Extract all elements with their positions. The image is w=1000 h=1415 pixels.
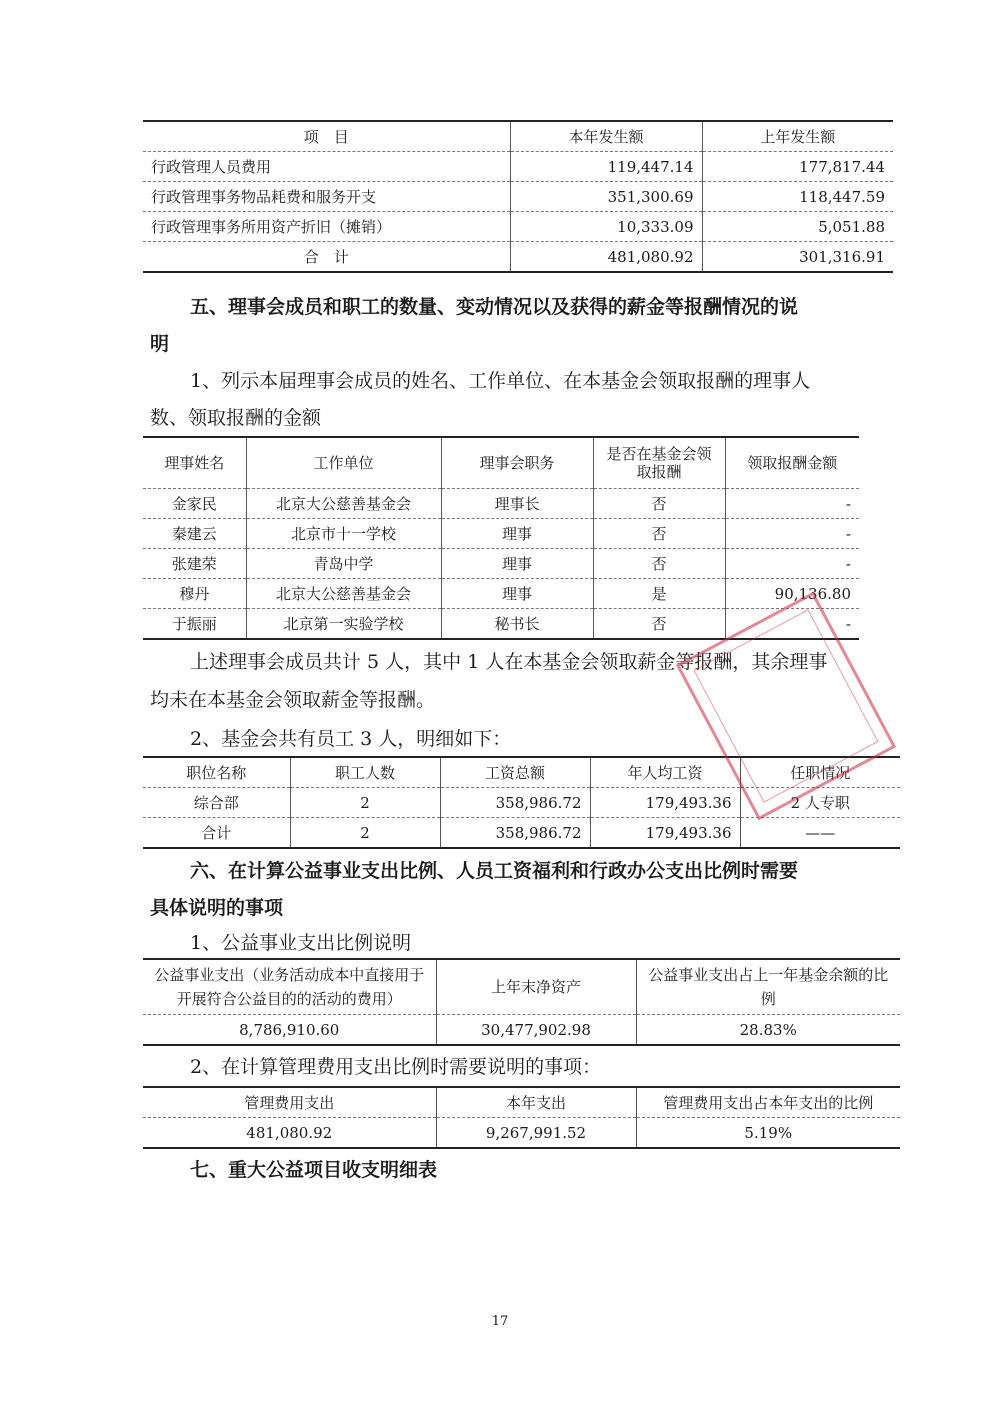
cell: 179,493.36	[590, 788, 740, 818]
cell: 合 计	[143, 242, 510, 273]
section5-item2: 2、基金会共有员工 3 人，明细如下：	[190, 728, 512, 750]
table-row-total	[143, 818, 900, 849]
section6-item1: 1、公益事业支出比例说明	[190, 932, 412, 954]
cell: 行政管理事务所用资产折旧（摊销）	[143, 212, 510, 242]
table-row	[143, 182, 893, 212]
cell: 否	[593, 489, 725, 519]
table-row	[143, 788, 900, 818]
cell: 301,316.91	[799, 247, 885, 266]
cell: 否	[593, 609, 725, 640]
header-amount: 领取报酬金额	[725, 437, 859, 489]
cell: 179,493.36	[590, 818, 740, 849]
mgmt-ratio-table	[143, 1086, 900, 1149]
table-row	[143, 579, 859, 609]
cell: 5,051.88	[702, 212, 893, 242]
cell: ——	[805, 823, 836, 842]
cell: 北京大公慈善基金会	[246, 489, 441, 519]
section5-heading-cont: 明	[150, 333, 170, 355]
cell: 北京大公慈善基金会	[246, 579, 441, 609]
header-mgmt-ratio: 管理费用支出占本年支出的比例	[636, 1087, 900, 1118]
board-summary: 上述理事会成员共计 5 人，其中 1 人在本基金会领取薪金等报酬，其余理事	[190, 651, 828, 673]
header-job: 职位名称	[143, 757, 290, 788]
header-employer: 工作单位	[246, 437, 441, 489]
table-row	[143, 609, 859, 640]
cell: 于振丽	[143, 609, 246, 640]
table-row	[143, 1015, 900, 1046]
cell: 118,447.59	[702, 182, 893, 212]
table-row	[143, 212, 893, 242]
cell: 2	[290, 818, 440, 849]
header-prior-year: 上年发生额	[702, 121, 893, 152]
cell: 理事长	[441, 489, 593, 519]
section5-item1-cont: 数、领取报酬的金额	[150, 407, 322, 429]
table-row-total	[143, 242, 893, 273]
cell: 否	[593, 519, 725, 549]
cell: 358,986.72	[440, 818, 590, 849]
table-row	[143, 549, 859, 579]
header-current-year: 本年发生额	[510, 121, 702, 152]
cell: -	[845, 614, 851, 633]
cell: 351,300.69	[510, 182, 702, 212]
cell: 张建荣	[143, 549, 246, 579]
header-ratio: 公益事业支出占上一年基金余额的比例	[636, 959, 900, 1015]
board-members-table	[143, 436, 859, 640]
table-row	[143, 519, 859, 549]
welfare-ratio-table	[143, 958, 900, 1046]
section5-item1: 1、列示本届理事会成员的姓名、工作单位、在本基金会领取报酬的理事人	[190, 370, 811, 392]
cell: 30,477,902.98	[436, 1015, 636, 1046]
header-item: 项 目	[143, 121, 510, 152]
section6-heading: 六、在计算公益事业支出比例、人员工资福利和行政办公支出比例时需要	[190, 860, 799, 882]
header-paid: 是否在基金会领取报酬	[593, 437, 725, 489]
cell: 秦建云	[143, 519, 246, 549]
table-row	[143, 1118, 900, 1149]
section6-heading-cont: 具体说明的事项	[150, 897, 284, 919]
cell: -	[725, 549, 859, 579]
page-number: 17	[491, 1314, 509, 1329]
cell: 119,447.14	[510, 152, 702, 182]
cell: 穆丹	[143, 579, 246, 609]
header-year-expense: 本年支出	[436, 1087, 636, 1118]
header-count: 职工人数	[290, 757, 440, 788]
cell: 否	[593, 549, 725, 579]
table-row	[143, 489, 859, 519]
cell: 理事	[441, 579, 593, 609]
cell: 9,267,991.52	[436, 1118, 636, 1149]
section6-item2: 2、在计算管理费用支出比例时需要说明的事项：	[190, 1056, 602, 1078]
cell: 秘书长	[441, 609, 593, 640]
cell: 2 人专职	[740, 788, 900, 818]
table-row	[143, 152, 893, 182]
cell: -	[725, 519, 859, 549]
header-status: 任职情况	[740, 757, 900, 788]
header-welfare-expense: 公益事业支出（业务活动成本中直接用于开展符合公益目的的活动的费用）	[143, 959, 436, 1015]
cell: 北京第一实验学校	[246, 609, 441, 640]
cell: 177,817.44	[702, 152, 893, 182]
cell: 481,080.92	[510, 242, 702, 273]
cell: 北京市十一学校	[246, 519, 441, 549]
cell: 8,786,910.60	[143, 1015, 436, 1046]
header-mgmt-expense: 管理费用支出	[143, 1087, 436, 1118]
header-position: 理事会职务	[441, 437, 593, 489]
cell: 理事	[441, 549, 593, 579]
header-name: 理事姓名	[143, 437, 246, 489]
cell: 是	[593, 579, 725, 609]
cell: 5.19%	[744, 1123, 793, 1142]
staff-table	[143, 756, 900, 849]
cell: 青岛中学	[246, 549, 441, 579]
admin-expense-table	[143, 120, 893, 273]
section5-heading: 五、理事会成员和职工的数量、变动情况以及获得的薪金等报酬情况的说	[190, 296, 799, 318]
cell: -	[725, 489, 859, 519]
header-avg-wage: 年人均工资	[590, 757, 740, 788]
header-net-assets: 上年末净资产	[436, 959, 636, 1015]
cell: 10,333.09	[510, 212, 702, 242]
cell: 2	[290, 788, 440, 818]
cell: 28.83%	[739, 1020, 797, 1039]
cell: 合计	[143, 818, 290, 849]
header-total-wage: 工资总额	[440, 757, 590, 788]
cell: 理事	[441, 519, 593, 549]
cell: 综合部	[143, 788, 290, 818]
cell: 行政管理事务物品耗费和服务开支	[143, 182, 510, 212]
section7-heading: 七、重大公益项目收支明细表	[190, 1159, 438, 1181]
cell: 481,080.92	[143, 1118, 436, 1149]
cell: 金家民	[143, 489, 246, 519]
cell: 90,136.80	[725, 579, 859, 609]
cell: 行政管理人员费用	[143, 152, 510, 182]
cell: 358,986.72	[440, 788, 590, 818]
board-summary-cont: 均未在本基金会领取薪金等报酬。	[150, 689, 436, 711]
